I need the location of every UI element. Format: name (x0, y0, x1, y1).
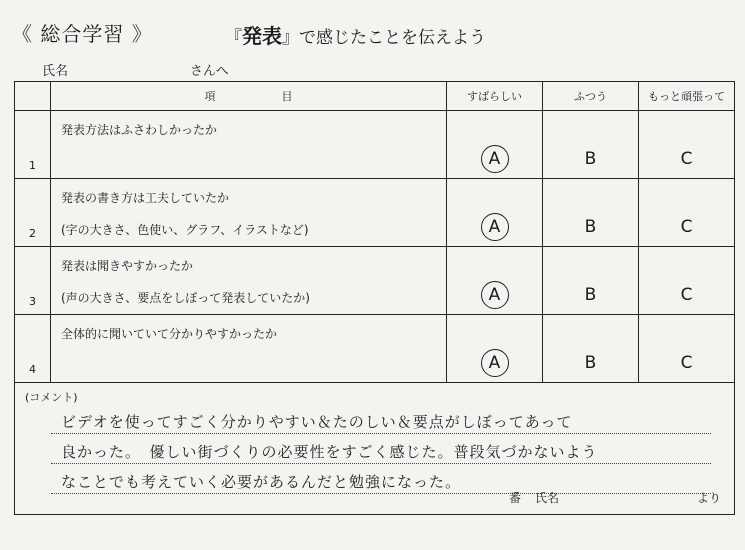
question-cell (51, 247, 447, 315)
comment-guide-line (51, 463, 711, 464)
signature-number-label: 番 (509, 491, 522, 505)
question-text: 発表の書き方は工夫していたか (61, 191, 230, 205)
grade-b-cell[interactable] (543, 179, 639, 247)
question-text: 発表方法はふさわしかったか (61, 123, 218, 137)
grade-b: B (584, 284, 597, 305)
name-label: 氏名 (42, 64, 69, 79)
row-number-cell (15, 179, 51, 247)
table-header-row (15, 82, 735, 111)
question-cell (51, 315, 447, 383)
grade-a-cell[interactable] (447, 315, 543, 383)
grade-c-cell[interactable] (639, 315, 735, 383)
grade-a-cell[interactable] (447, 247, 543, 315)
question-text: 発表は聞きやすかったか (61, 259, 194, 273)
grade-b-cell[interactable] (543, 315, 639, 383)
row-number: 3 (29, 295, 36, 308)
recipient-suffix: さんへ (190, 64, 229, 79)
grade-b: B (584, 216, 597, 237)
item-header: 項 目 (51, 82, 447, 111)
title-rest: 』で感じたことを伝えよう (282, 28, 486, 48)
signature-name-label: 氏名 (535, 491, 560, 505)
subject-title: 《 総合学習 》 (12, 22, 153, 46)
grade-c: C (680, 216, 693, 237)
rating-header-try-harder: もっと頑張って (639, 82, 735, 111)
row-number: 1 (29, 159, 36, 172)
title-bracket-open: 『 (225, 28, 242, 48)
grade-c-cell[interactable] (639, 247, 735, 315)
comment-line-1: ビデオを使ってすごく分かりやすい＆たのしい＆要点がしぼってあって (61, 413, 573, 431)
table-row (15, 247, 735, 315)
grade-c-cell[interactable] (639, 111, 735, 179)
question-text: 全体的に聞いていて分かりやすかったか (61, 327, 278, 341)
table-row (15, 111, 735, 179)
question-subtext: (声の大きさ、要点をしぼって発表していたか) (61, 291, 310, 305)
comment-line-2: 良かった。 優しい街づくりの必要性をすごく感じた。普段気づかないよう (61, 443, 598, 461)
grade-a-circled: A (481, 145, 509, 173)
comment-row (15, 383, 735, 515)
grade-a-circled: A (481, 281, 509, 309)
rating-header-average: ふつう (543, 82, 639, 111)
grade-b: B (584, 352, 597, 373)
grade-c-cell[interactable] (639, 179, 735, 247)
row-number-cell (15, 247, 51, 315)
evaluation-table (14, 81, 735, 515)
question-cell (51, 111, 447, 179)
question-subtext: (字の大きさ、色使い、グラフ、イラストなど) (61, 223, 309, 237)
grade-a-circled: A (481, 213, 509, 241)
comment-label: (コメント) (25, 391, 78, 404)
grade-b: B (584, 148, 597, 169)
grade-a-circled: A (481, 349, 509, 377)
row-number-cell (15, 315, 51, 383)
comment-box[interactable] (15, 383, 735, 515)
rating-header-excellent: すばらしい (447, 82, 543, 111)
comment-guide-line (51, 433, 711, 434)
grade-a-cell[interactable] (447, 179, 543, 247)
grade-b-cell[interactable] (543, 247, 639, 315)
row-number-cell (15, 111, 51, 179)
question-cell (51, 179, 447, 247)
grade-b-cell[interactable] (543, 111, 639, 179)
grade-c: C (680, 148, 693, 169)
table-row (15, 179, 735, 247)
comment-guide-line (51, 493, 711, 494)
number-header (15, 82, 51, 111)
table-row (15, 315, 735, 383)
grade-c: C (680, 352, 693, 373)
signature-from-label: より (697, 491, 722, 505)
comment-line-3: なことでも考えていく必要があるんだと勉強になった。 (61, 473, 462, 491)
grade-c: C (680, 284, 693, 305)
sheet-title (225, 20, 486, 49)
grade-a-cell[interactable] (447, 111, 543, 179)
title-keyword: 発表 (242, 24, 282, 48)
row-number: 4 (29, 363, 36, 376)
row-number: 2 (29, 227, 36, 240)
